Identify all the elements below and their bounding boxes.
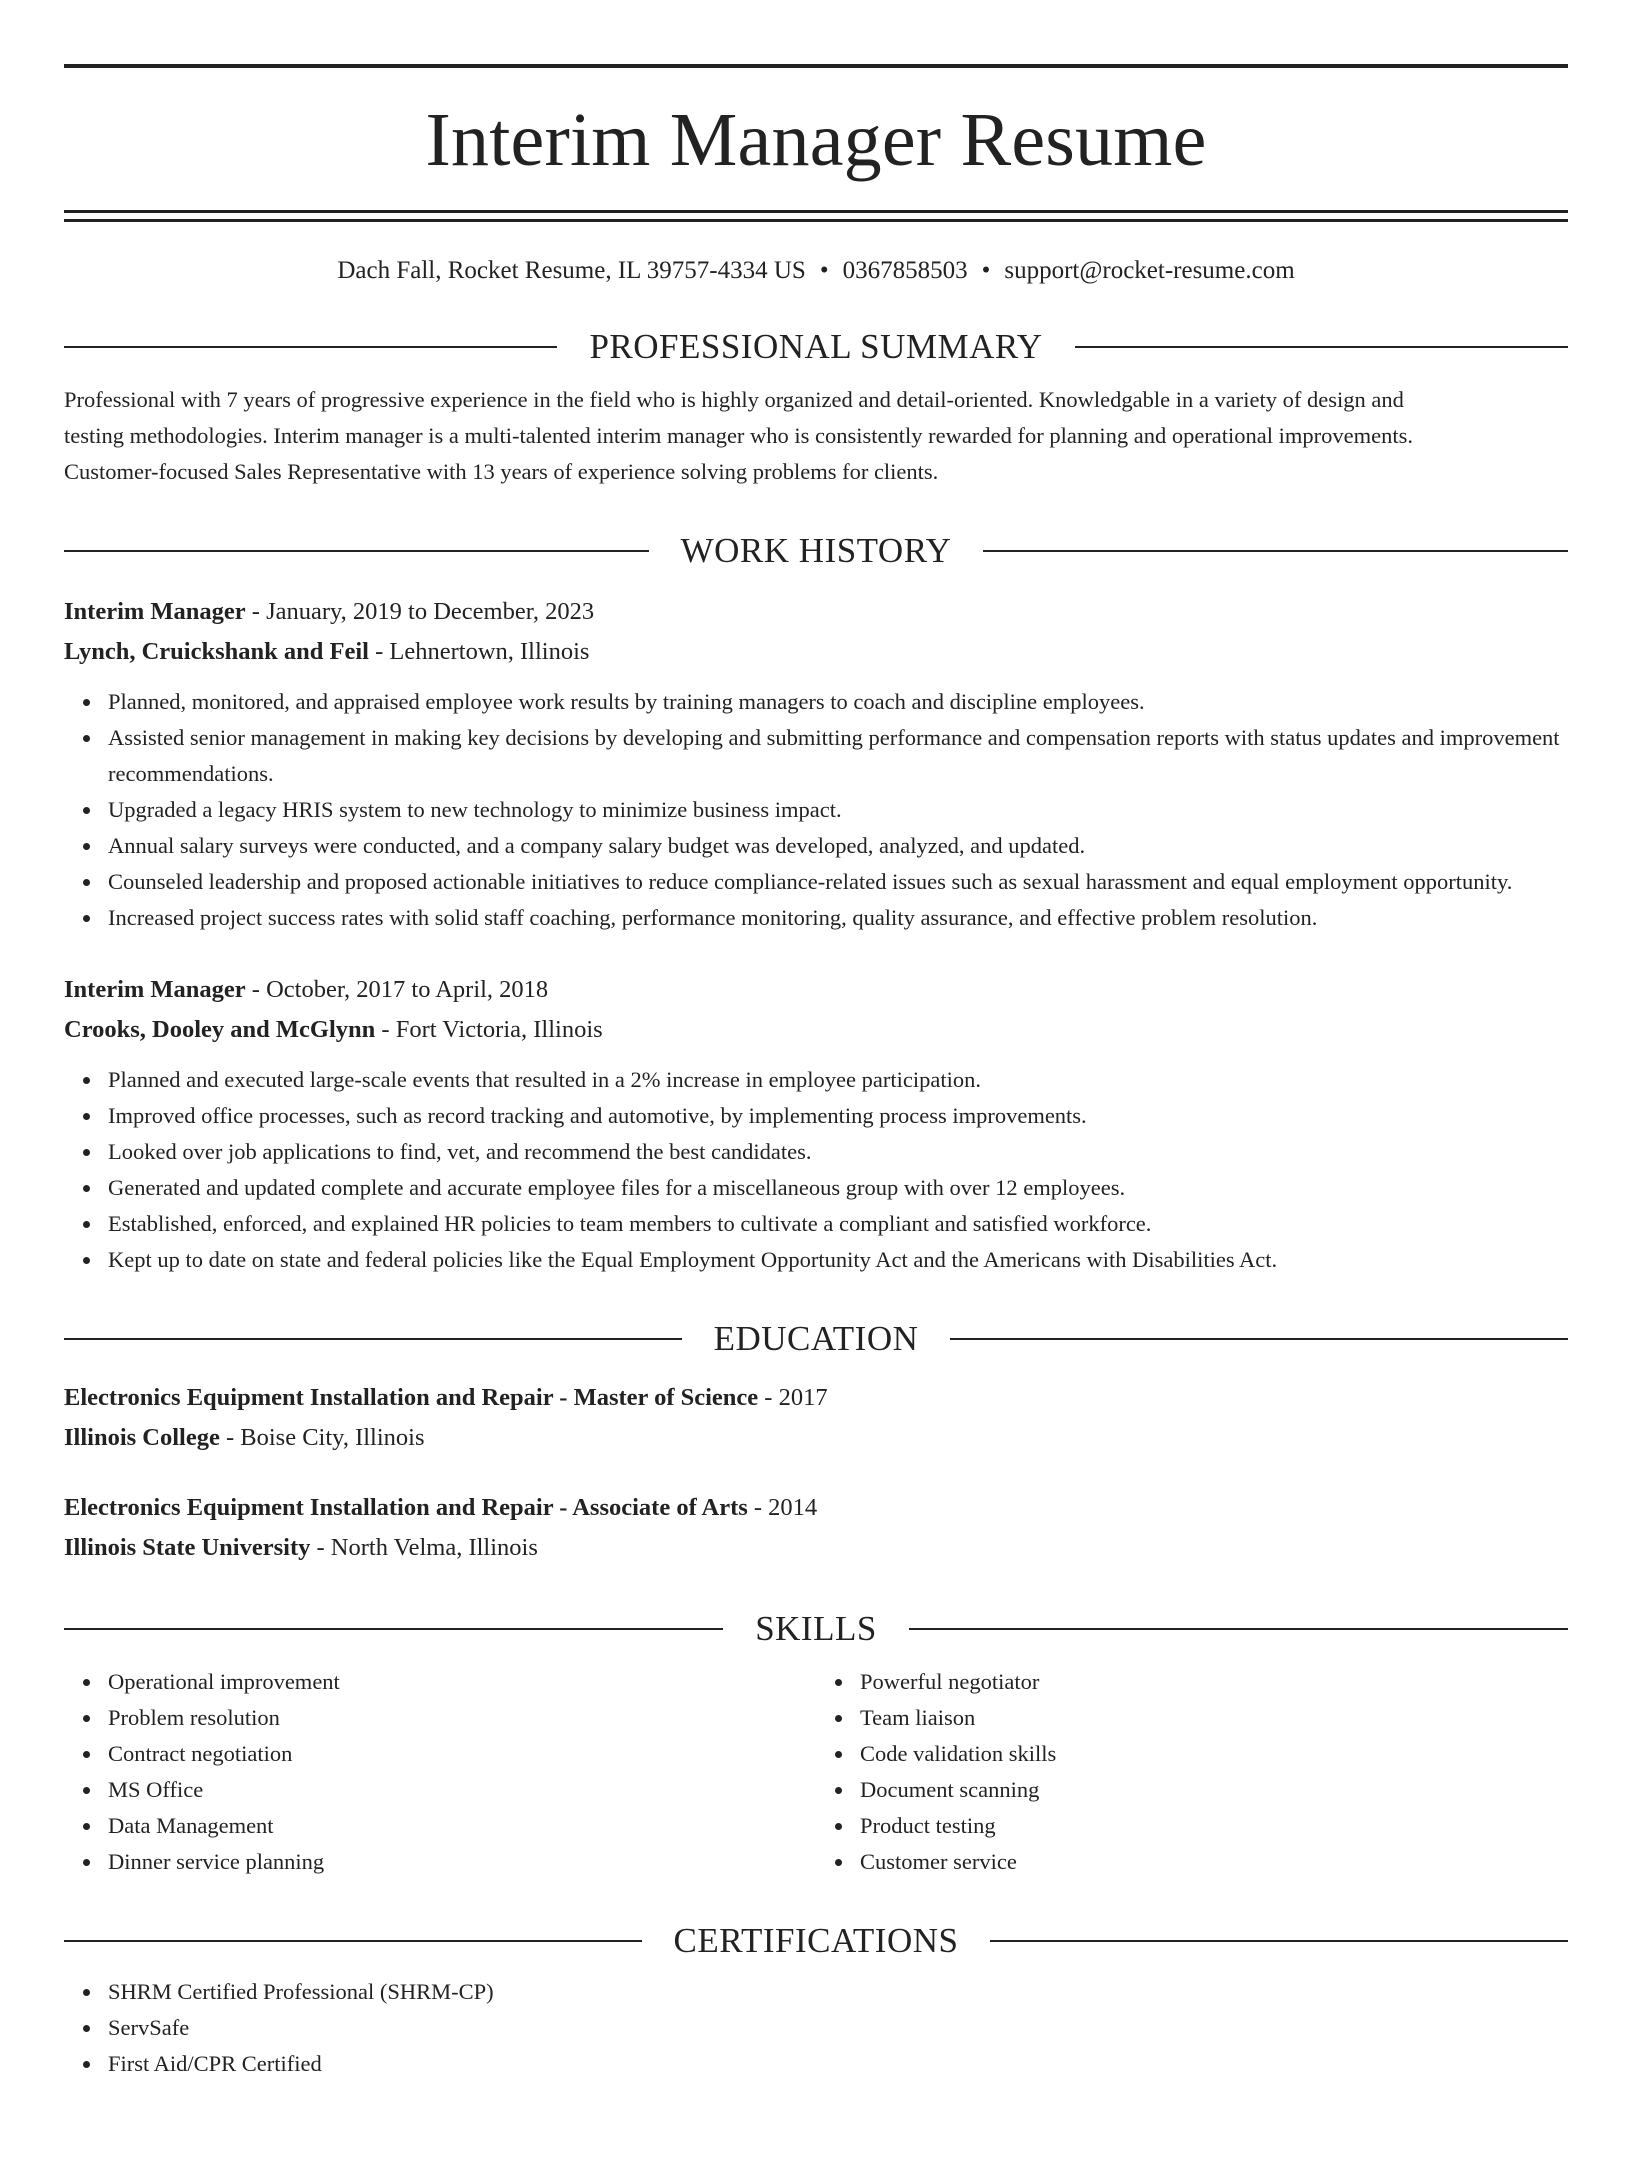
list-item: Improved office processes, such as record tracking and automotive, by implementing process improvements. [108,1098,1568,1134]
skill-item: Powerful negotiator [860,1664,1568,1700]
school: Illinois State University [64,1534,311,1561]
list-item: Looked over job applications to find, vet, and recommend the best candidates. [108,1134,1568,1170]
title-double-rule [64,210,1568,222]
job-duties-list [64,1062,1568,1278]
school: Illinois College [64,1424,220,1451]
skill-item: Customer service [860,1844,1568,1880]
job-entry [64,592,1568,936]
list-item: Kept up to date on state and federal policies like the Equal Employment Opportunity Act and the Americans with Disabilities Act. [108,1242,1568,1278]
degree: Electronics Equipment Installation and Repair - Master of Science [64,1384,759,1411]
certifications-list [64,1974,1568,2082]
summary-line: testing methodologies. Interim manager is a multi-talented interim manager who is consistently rewarded for planning and operational improvements. [64,423,1414,448]
contact-email: support@rocket-resume.com [1004,257,1295,284]
job-location: - Lehnertown, Illinois [368,638,590,665]
section-title: SKILLS [755,1609,877,1648]
summary-text [64,382,1568,490]
section-title: PROFESSIONAL SUMMARY [589,327,1043,366]
job-title: Interim Manager [64,598,246,625]
education-entry [64,1378,1568,1458]
school-line [64,1528,1568,1568]
skill-item: Team liaison [860,1700,1568,1736]
job-title-line [64,970,1568,1010]
summary-section-heading [64,326,1568,368]
list-item: Upgraded a legacy HRIS system to new technology to minimize business impact. [108,792,1568,828]
contact-separator: • [819,257,829,284]
job-title: Interim Manager [64,976,246,1003]
school-location: - Boise City, Illinois [219,1424,425,1451]
heading-rule-left [64,550,649,552]
summary-line: Professional with 7 years of progressive experience in the field who is highly organized and detail-oriented. Knowledgable in a variety of design and [64,387,1404,412]
contact-address: Dach Fall, Rocket Resume, IL 39757-4334 US [337,257,806,284]
skills-grid [64,1664,1568,1880]
section-title: EDUCATION [713,1319,919,1358]
heading-rule-right [990,1940,1568,1942]
job-company-line [64,632,1568,672]
list-item: Increased project success rates with solid staff coaching, performance monitoring, quality assurance, and effective problem resolution. [108,900,1568,936]
education-section-heading [64,1318,1568,1360]
contact-phone: 0367858503 [842,257,968,284]
skill-item: Data Management [108,1808,816,1844]
heading-rule-left [64,1940,642,1942]
heading-rule-left [64,1628,723,1630]
education-entry [64,1488,1568,1568]
certification-item: SHRM Certified Professional (SHRM-CP) [108,1974,1568,2010]
certification-item: ServSafe [108,2010,1568,2046]
heading-rule-left [64,1338,682,1340]
skills-list-left [64,1664,816,1880]
skills-list-right [816,1664,1568,1880]
skills-section-heading [64,1608,1568,1650]
skill-item: Product testing [860,1808,1568,1844]
list-item: Assisted senior management in making key decisions by developing and submitting performance and compensation reports with status updates and improvement recommendations. [108,720,1568,792]
list-item: Established, enforced, and explained HR policies to team members to cultivate a compliant and satisfied workforce. [108,1206,1568,1242]
job-company: Lynch, Cruickshank and Feil [64,638,369,665]
heading-rule-right [950,1338,1568,1340]
job-dates: - October, 2017 to April, 2018 [245,976,549,1003]
job-dates: - January, 2019 to December, 2023 [245,598,595,625]
skill-item: Document scanning [860,1772,1568,1808]
certification-item: First Aid/CPR Certified [108,2046,1568,2082]
school-location: - North Velma, Illinois [310,1534,538,1561]
section-title: WORK HISTORY [680,531,952,570]
degree: Electronics Equipment Installation and Repair - Associate of Arts [64,1494,748,1521]
list-item: Planned, monitored, and appraised employee work results by training managers to coach and discipline employees. [108,684,1568,720]
job-title-line [64,592,1568,632]
job-company-line [64,1010,1568,1050]
skill-item: Code validation skills [860,1736,1568,1772]
work-section-heading [64,530,1568,572]
list-item: Planned and executed large-scale events that resulted in a 2% increase in employee participation. [108,1062,1568,1098]
skill-item: Operational improvement [108,1664,816,1700]
heading-rule-right [1075,346,1568,348]
skill-item: Contract negotiation [108,1736,816,1772]
contact-line [64,256,1568,286]
degree-year: - 2014 [747,1494,818,1521]
job-duties-list [64,684,1568,936]
summary-line: Customer-focused Sales Representative with 13 years of experience solving problems for clients. [64,459,939,484]
list-item: Generated and updated complete and accurate employee files for a miscellaneous group with over 12 employees. [108,1170,1568,1206]
skill-item: Dinner service planning [108,1844,816,1880]
heading-rule-right [983,550,1568,552]
heading-rule-right [909,1628,1568,1630]
degree-line [64,1378,1568,1418]
degree-year: - 2017 [758,1384,828,1411]
list-item: Annual salary surveys were conducted, and a company salary budget was developed, analyzed, and updated. [108,828,1568,864]
resume-page [0,64,1632,2176]
section-title: CERTIFICATIONS [673,1921,959,1960]
degree-line [64,1488,1568,1528]
school-line [64,1418,1568,1458]
certifications-section-heading [64,1920,1568,1962]
heading-rule-left [64,346,557,348]
skill-item: MS Office [108,1772,816,1808]
list-item: Counseled leadership and proposed actionable initiatives to reduce compliance-related issues such as sexual harassment and equal employment opportunity. [108,864,1568,900]
job-company: Crooks, Dooley and McGlynn [64,1016,376,1043]
job-entry [64,970,1568,1278]
skill-item: Problem resolution [108,1700,816,1736]
job-location: - Fort Victoria, Illinois [375,1016,603,1043]
top-rule [64,64,1568,68]
contact-separator: • [981,257,991,284]
resume-title: Interim Manager Resume [425,98,1207,182]
